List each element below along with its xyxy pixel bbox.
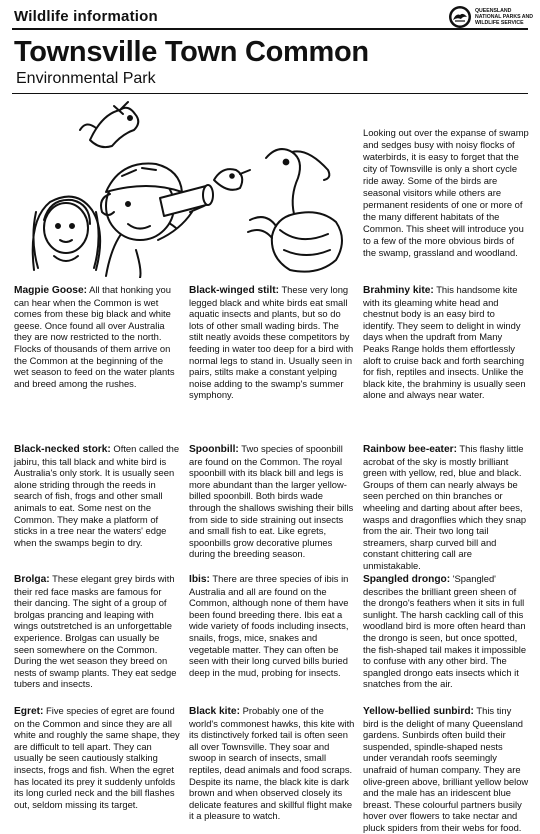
bird-description: Probably one of the world's commonest hawks, this kite with its distinctively forked tail is often seen all over Townsville. They soar and swoop in search of insects, small reptiles, dead animals and food scraps. Despite its name, the black kite is dark brown and when observed closely its delicate features and skillful flight make it a pleasure to watch. <box>189 705 355 822</box>
bird-name: Yellow-bellied sunbird: <box>363 706 474 717</box>
bird-name: Brahminy kite: <box>363 285 434 296</box>
bird-description: This handsome kite with its gleaming white head and chestnut body is an easy bird to identify. They seem to delight in windy days when the updraft from Many Peaks Range holds them effortlessly aloft to cruise back and forth searching for fish, reptiles and insects. Unlike the black kite, the brahminy is usually seen alone and always near water. <box>363 284 526 401</box>
bird-description: This tiny bird is the delight of many Queensland gardens. Sunbirds often build their suspended, spindle-shaped nests under verandah roofs seemingly unafraid of human company. They are olive-green above, brilliant yellow below and the male has an iridescent blue breast. These colourful partners busily hover over flowers to take nectar and pluck spiders from their webs for food. <box>363 705 529 833</box>
bird-entry-spoonbill <box>189 443 355 560</box>
children-birdwatching-illustration <box>10 100 355 278</box>
bird-name: Black-necked stork: <box>14 444 111 455</box>
intro-paragraph: Looking out over the expanse of swamp and sedges busy with noisy flocks of waterbirds, it is easy to forget that the city of Townsville is only a short cycle ride away. Some of the birds are seasonal visitors while others are permanent residents of one or more of the many different habitats of the Common. This sheet will introduce you to a few of the more obvious birds of the swamp, grassland and woodland. <box>363 127 529 258</box>
bird-description: 'Spangled' describes the brilliant green sheen of the drongo's feathers when it sits in full sunlight. The harsh cackling call of this woodland bird is more often heard than the drongo is seen, but once spotted, the fish-shaped tail makes it impossible to confuse with any other bird. The spangled drongo eats insects which it snatches from the air. <box>363 573 527 690</box>
bird-description: Often called the jabiru, this tall black and white bird is Australia's only stork. It is usually seen alone striding through the reeds in search of fish, frogs and other small animals to eat. Some nest on the Common. They make a platform of sticks in a tree near the waters' edge when the swamps begin to dry. <box>14 443 180 548</box>
bird-entry-black-necked-stork <box>14 443 180 548</box>
bird-description: This flashy little acrobat of the sky is mostly brilliant green with yellow, red, blue and black. Groups of them can nearly always be seen perched on thin branches or wheeling and darting about after bees, wasps and dragonflies which they snap from the air. Their two long tail streamers, sharp curved bill and constant chittering call are unmistakable. <box>363 443 527 571</box>
bird-name: Spoonbill: <box>189 444 239 455</box>
bird-entry-spangled-drongo <box>363 573 529 690</box>
bird-description: All that honking you can hear when the Common is wet comes from these big black and white geese. Once found all over Australia they are now restricted to the north. Flocks of thousands of them arrive on the Common at the beginning of the wet season to feed on the water plants and breed among the rushes. <box>14 284 175 389</box>
bird-entry-ibis <box>189 573 355 678</box>
bird-entry-black-kite <box>189 705 355 822</box>
header-rule <box>12 28 528 30</box>
bird-entry-magpie-goose <box>14 284 180 389</box>
bird-entry-black-winged-stilt <box>189 284 355 401</box>
bird-description: There are three species of ibis in Australia and all are found on the Common, although none of them have been found breeding there. Ibis eat a wide variety of foods including insects, snails, frogs, mice, snakes and vegetable matter. They can often be seen with their long curved bills buried deep in the mud, probing for insects. <box>189 573 349 678</box>
bird-entry-brolga <box>14 573 180 690</box>
bird-name: Spangled drongo: <box>363 574 451 585</box>
bird-name: Rainbow bee-eater: <box>363 444 457 455</box>
page-title: Townsville Town Common <box>14 36 369 68</box>
bird-description: These very long legged black and white birds eat small aquatic insects and plants, but so do lots of other small wading birds. The stilt neatly avoids these competitors by feeding in water too deep for a bird with normal legs to stand in. Usually seen in pairs, stilts make a constant yelping noise adding to the swamp's summer symphony. <box>189 284 354 401</box>
qnpws-seal-icon <box>448 5 472 29</box>
bird-name: Magpie Goose: <box>14 285 88 296</box>
bird-entry-rainbow-bee-eater <box>363 443 529 572</box>
bird-name: Brolga: <box>14 574 50 585</box>
bird-name: Ibis: <box>189 574 210 585</box>
agency-name: QUEENSLAND NATIONAL PARKS AND WILDLIFE SERVICE <box>475 8 534 26</box>
bird-description: Five species of egret are found on the Common and since they are all white and roughly the same shape, they are difficult to tell apart. They can usually be seen cautiously stalking insects, frogs and fish. When the egret has located its prey it suddenly unfolds its long curled neck and the bill flashes out, seldom missing its target. <box>14 705 180 810</box>
title-rule <box>12 93 528 94</box>
header-section-label: Wildlife information <box>14 8 158 25</box>
bird-entry-yellow-bellied-sunbird <box>363 705 529 834</box>
bird-name: Black-winged stilt: <box>189 285 280 296</box>
agency-logo <box>448 5 536 35</box>
bird-description: Two species of spoonbill are found on the Common. The royal spoonbill with its black bill and legs is more abundant than the larger yellow-billed spoonbill. Both birds wade through the shallows swishing their bills from side to side straining out insects and small fish to eat. Like egrets, spoonbills grow decorative plumes during the breeding season. <box>189 443 354 560</box>
bird-description: These elegant grey birds with their red face masks are famous for their dancing. The sight of a group of brolgas prancing and leaping with wings outstretched is an unforgettable experience. Brolgas can usually be seen somewhere on the Common. During the wet season they breed on nests of swamp plants. They eat sedge tubers and insects. <box>14 573 177 690</box>
page-subtitle: Environmental Park <box>16 70 156 87</box>
bird-name: Black kite: <box>189 706 240 717</box>
bird-entry-brahminy-kite <box>363 284 529 401</box>
bird-name: Egret: <box>14 706 44 717</box>
